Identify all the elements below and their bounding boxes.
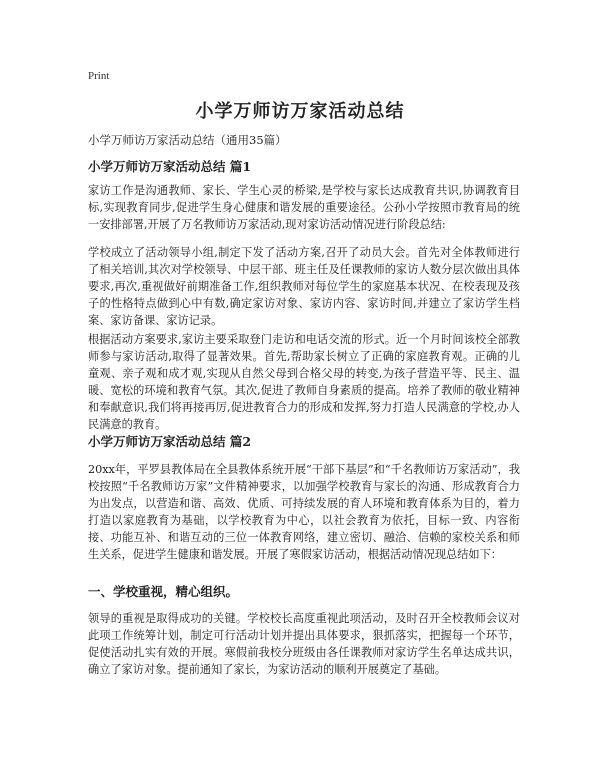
section-heading-2: 小学万师访万家活动总结 篇2 [88, 434, 252, 449]
document-title: 小学万师访万家活动总结 [195, 101, 405, 122]
print-link[interactable]: Print [88, 70, 110, 82]
paragraph: 家访工作是沟通教师、家长、学生心灵的桥梁,是学校与家长达成教育共识,协调教育目标,实现教育同步,促进学生身心健康和谐发展的重要途径。公孙小学按照市教育局的统一安排部署,开展了万名教师访万家活动,现对家访活动情况进行阶段总结: [88, 184, 520, 231]
section-heading-1: 小学万师访万家活动总结 篇1 [88, 159, 252, 174]
section-heading-3: 一、学校重视，精心组织。 [88, 584, 239, 599]
paragraph: 领导的重视是取得成功的关键。学校校长高度重视此项活动，及时召开全校教师会议对此项工作统筹计划，制定可行活动计划并提出具体要求，狠抓落实，把握每一个环节，促使活动扎实有效的开展。寒假前我校分班级由各任课教师对家访学生名单达成共识，确立了家访对象。提前通知了家长，为家访活动的顺利开展奠定了基础。 [88, 612, 520, 676]
paragraph: 学校成立了活动领导小组,制定下发了活动方案,召开了动员大会。首先对全体教师进行了相关培训,其次对学校领导、中层干部、班主任及任课教师的家访人数分层次做出具体要求,再次,重视做好前期准备工作,组织教师对每位学生的家庭基本状况、在校表现及孩子的性格特点做到心中有数,确定家访对象、家访内容、家访时间,并建立了家访学生档案、家访备课、家访记录。 [88, 246, 520, 327]
document-subtitle: 小学万师访万家活动总结（通用35篇） [88, 133, 287, 147]
paragraph: 根据活动方案要求,家访主要采取登门走访和电话交流的形式。近一个月时间该校全部教师参与家访活动,取得了显著效果。首先,帮助家长树立了正确的家庭教育观。正确的儿童观、亲子观和成才观,实现从自然父母到合格父母的转变,为孩子营造平等、民主、温暖、宽松的环境和教育气氛。其次,促进了教师自身素质的提高。培养了教师的敬业精神和奉献意识,我们将再接再厉,促进教育合力的形成和发挥,努力打造人民满意的学校,办人民满意的教育。 [88, 333, 520, 431]
paragraph: 20xx年，平罗县教体局在全县教体系统开展“干部下基层”和“千名教师访万家活动”，我校按照“千名教师访万家”文件精神要求，以加强学校教育与家长的沟通、形成教育合力为出发点，以营造和谐、高效、优质、可持续发展的育人环境和教育体系为目的，着力打造以家庭教育为基础，以学校教育为中心，以社会教育为依托，目标一致、内容衔接、功能互补、和谐互动的三位一体教育网络，建立密切、融洽、信赖的家校关系和师生关系，促进学生健康和谐发展。开展了寒假家访活动，根据活动情况现总结如下： [88, 463, 520, 561]
